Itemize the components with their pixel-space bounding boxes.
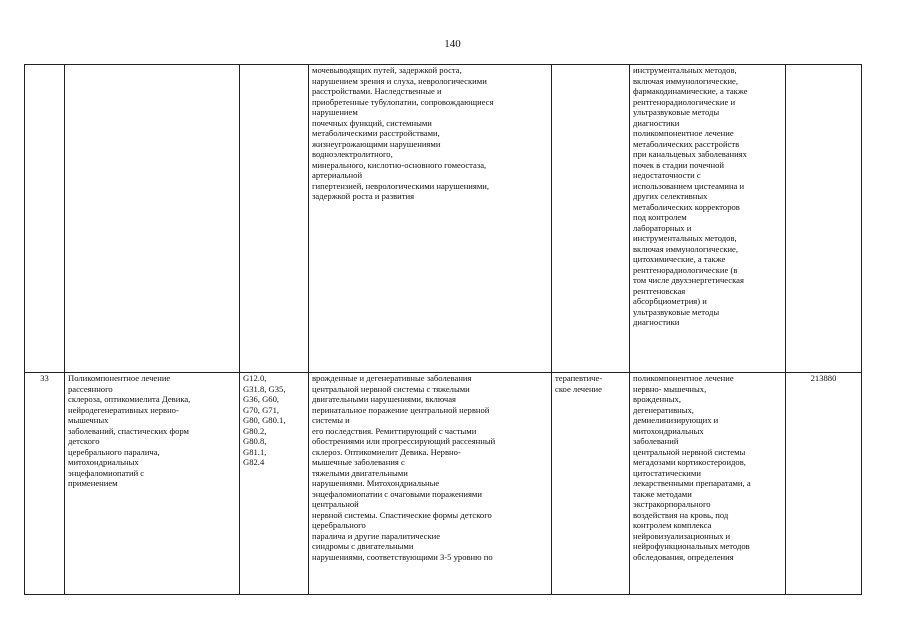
table-row: [25, 373, 862, 595]
cost-cell: 213880: [786, 373, 862, 595]
table-row: [25, 65, 862, 373]
treatment-type-cell: терапевтиче- ское лечение: [552, 373, 630, 595]
icd-codes-cell: [240, 65, 309, 373]
care-name-cell: [65, 65, 240, 373]
cost-cell: [786, 65, 862, 373]
patient-model-cell: врожденные и дегенеративные заболевания центральной нервной системы с тяжелыми двигательными нарушениями, включая перинатальное поражение центральной нервной системы и его последствия. Ремиттирующий с частыми обострениями или прогрессирующий рассеянный склероз. Оптикомиелит Девика. Нервно- мышечные заболевания с тяжелыми двигательными нарушениями. Митохондриальные энцефаломиопатии с очаговыми поражениями центральной нервной системы. Спастические формы детского церебрального паралича и другие паралитические синдромы с двигательными нарушениями, соответствующими 3-5 уровню по: [309, 373, 552, 595]
treatment-type-cell: [552, 65, 630, 373]
treatment-method-cell: инструментальных методов, включая иммунологические, фармакодинамические, а также рентгенорадиологические и ультразвуковые методы диагностики поликомпонентное лечение метаболических расстройств при канальцевых заболеваниях почек в стадии почечной недостаточности с использованием цистеамина и других селективных метаболических корректоров под контролем лабораторных и инструментальных методов, включая иммунологические, цитохимические, а также рентгенорадиологические (в том числе двухэнергетическая рентгеновская абсорбциометрия) и ультразвуковые методы диагностики: [630, 65, 786, 373]
patient-model-cell: мочевыводящих путей, задержкой роста, нарушением зрения и слуха, неврологическими расстройствами. Наследственные и приобретенные тубулопатии, сопровождающиеся нарушением почечных функций, системными метаболическими расстройствами, жизнеугрожающими нарушениями водноэлектролитного, минерального, кислотно-основного гомеостаза, артериальной гипертензией, неврологическими нарушениями, задержкой роста и развития: [309, 65, 552, 373]
row-number-cell: [25, 65, 65, 373]
row-number-cell: 33: [25, 373, 65, 595]
page-number: 140: [444, 38, 461, 50]
icd-codes-cell: G12.0, G31.8, G35, G36, G60, G70, G71, G80, G80.1, G80.2, G80.8, G81.1, G82.4: [240, 373, 309, 595]
care-name-cell: Поликомпонентное лечение рассеянного склероза, оптикомиелита Девика, нейродегенеративных нервно- мышечных заболеваний, спастических форм детского церебрального паралича, митохондриальных энцефаломиопатий с применением: [65, 373, 240, 595]
treatment-method-cell: поликомпонентное лечение нервно- мышечных, врожденных, дегенеративных, демиелинизирующих и митохондриальных заболеваний центральной нервной системы мегадозами кортикостероидов, цитостатическими лекарственными препаратами, а также методами экстракорпорального воздействия на кровь, под контролем комплекса нейровизуализационных и нейрофункциональных методов обследования, определения: [630, 373, 786, 595]
medical-care-table: [24, 64, 862, 595]
